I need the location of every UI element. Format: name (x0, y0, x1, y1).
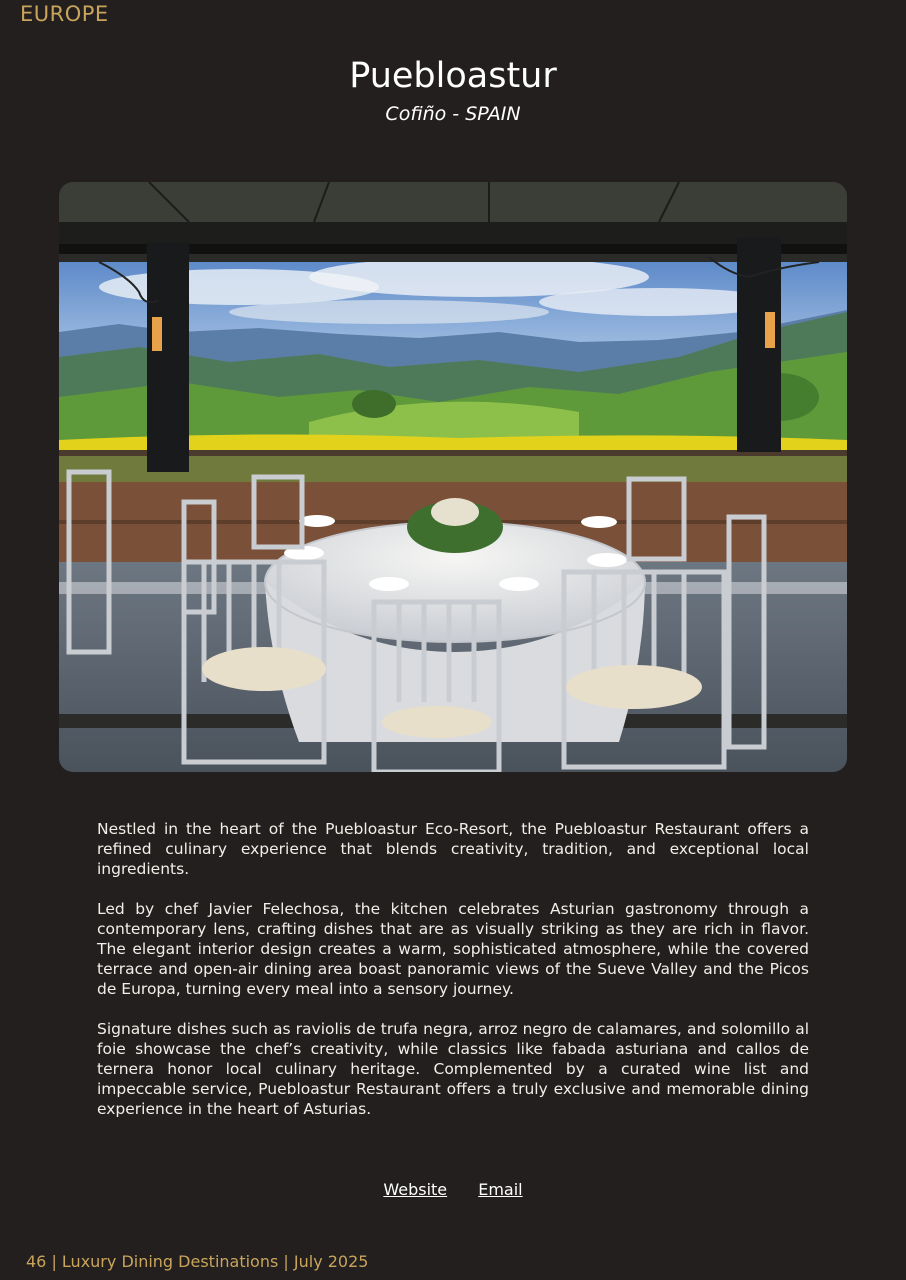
website-link[interactable]: Website (383, 1180, 448, 1199)
email-link[interactable]: Email (478, 1180, 523, 1199)
paragraph: Nestled in the heart of the Puebloastur Eco-Resort, the Puebloastur Restaurant offers a refined culinary experience that blends creativity, tradition, and exceptional local ingredients. (97, 820, 809, 878)
section-label: EUROPE (20, 2, 109, 26)
contact-links (0, 1180, 906, 1199)
paragraph: Led by chef Javier Felechosa, the kitchen celebrates Asturian gastronomy through a contemporary lens, crafting dishes that are as visually striking as they are rich in flavor. The elegant interior design creates a warm, sophisticated atmosphere, while the covered terrace and open-air dining area boast panoramic views of the Sueve Valley and the Picos de Europa, turning every meal into a sensory journey. (97, 900, 809, 998)
location-subtitle: Cofiño - SPAIN (385, 103, 521, 125)
page-footer: 46 | Luxury Dining Destinations | July 2025 (26, 1252, 369, 1271)
article-body (97, 819, 809, 1139)
page-title: Puebloastur (349, 56, 557, 96)
paragraph: Signature dishes such as raviolis de trufa negra, arroz negro de calamares, and solomillo al foie showcase the chef’s creativity, while classics like fabada asturiana and callos de ternera honor local culinary heritage. Complemented by a curated wine list and impeccable service, Puebloastur Restaurant offers a truly exclusive and memorable dining experience in the heart of Asturias. (97, 1020, 809, 1118)
restaurant-terrace-photo (59, 182, 847, 772)
